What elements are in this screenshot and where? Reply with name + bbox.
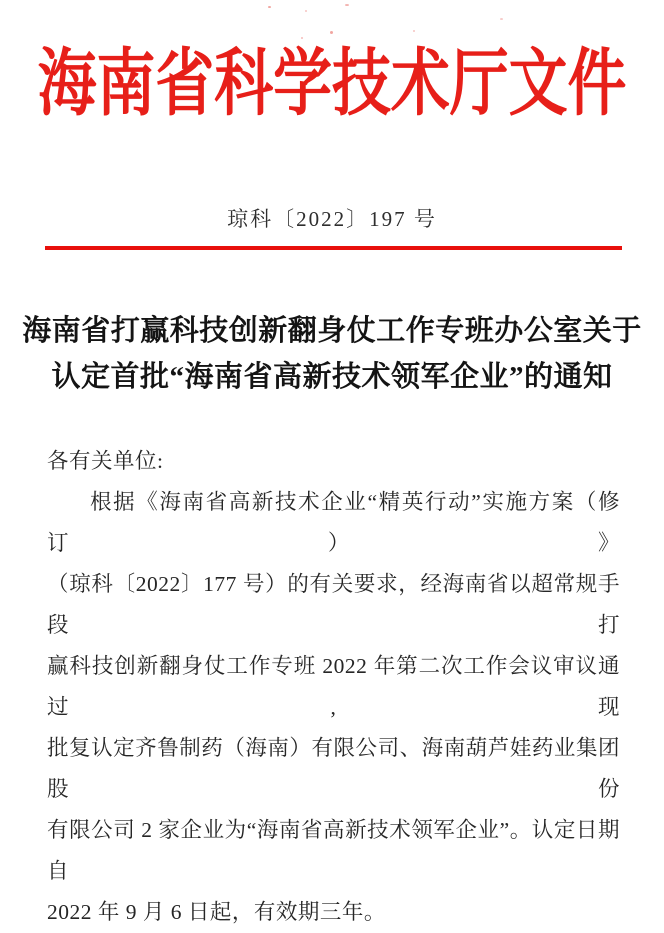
letterhead-title: 海南省科学技术厅文件 <box>37 42 627 124</box>
scan-artifact <box>500 18 503 20</box>
body-line: 批复认定齐鲁制药（海南）有限公司、海南葫芦娃药业集团股份 <box>47 736 620 801</box>
scan-artifact <box>268 6 271 8</box>
scan-artifact <box>330 31 333 34</box>
scan-artifact <box>301 37 303 39</box>
scan-artifact <box>305 10 307 12</box>
document-title-line-2: 认定首批“海南省高新技术领军企业”的通知 <box>51 361 613 393</box>
body-line: 根据《海南省高新技术企业“精英行动”实施方案（修订）》 <box>47 490 620 555</box>
body-line: 有限公司 2 家企业为“海南省高新技术领军企业”。认定日期自 <box>47 818 620 883</box>
scan-artifact <box>413 30 415 32</box>
scan-artifact <box>345 4 349 6</box>
salutation: 各有关单位: <box>47 449 164 473</box>
red-divider-rule <box>45 246 622 250</box>
body-line: （琼科〔2022〕177 号）的有关要求，经海南省以超常规手段打 <box>47 572 620 637</box>
body-line: 2022 年 9 月 6 日起，有效期三年。 <box>47 900 386 924</box>
document-body <box>47 441 620 933</box>
body-line: 赢科技创新翻身仗工作专班 2022 年第二次工作会议审议通过,现 <box>47 654 620 719</box>
document-title-line-1: 海南省打赢科技创新翻身仗工作专班办公室关于 <box>22 315 642 347</box>
document-title <box>20 308 644 400</box>
document-number: 琼科〔2022〕197 号 <box>227 207 437 231</box>
